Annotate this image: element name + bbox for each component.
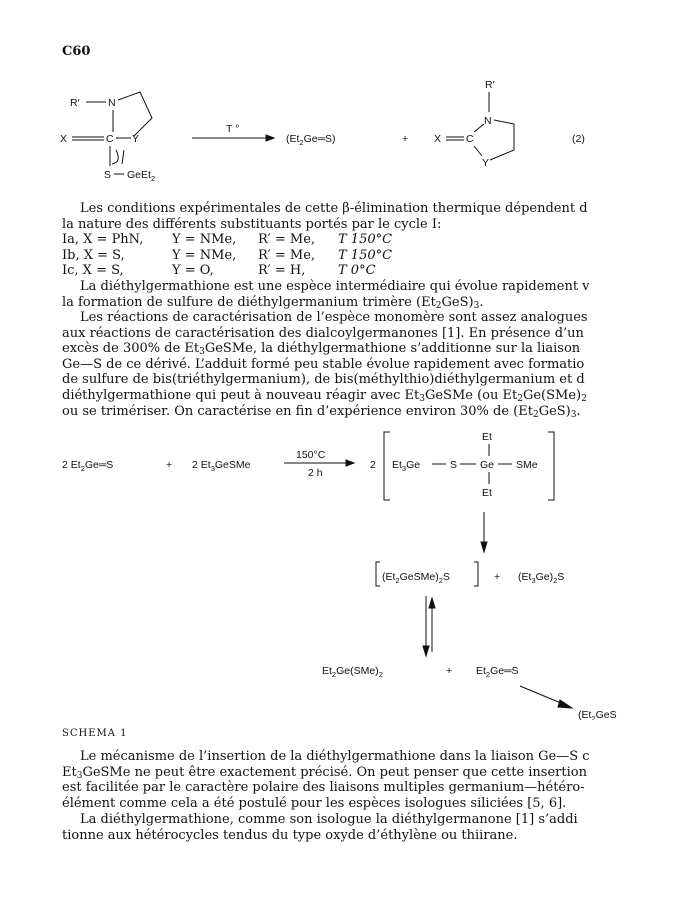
page-number: C60 — [62, 44, 91, 59]
condition-label: T ° — [226, 123, 240, 135]
y-atom-2: Y — [482, 157, 490, 169]
n-atom-2: N — [484, 115, 492, 127]
r-prime-label-2: R′ — [485, 79, 495, 91]
c-atom-2: C — [466, 133, 474, 145]
plus-sign: + — [494, 571, 501, 583]
x-atom: X — [60, 133, 68, 145]
schema-label: SCHEMA 1 — [62, 728, 128, 739]
bottom-product-a: $Et_2Ge(SMe)_2$ — [322, 665, 383, 679]
bottom-product-b: $Et_2Ge═S$ — [476, 665, 519, 679]
condition-time: 2 h — [308, 467, 323, 479]
product-germathione: $(Et_2Ge═S)$ — [286, 133, 336, 147]
paragraph-4: Le mécanisme de l’insertion de la diéthylgermathione dans la liaison Ge—S c $Et_3GeSMe$ ne peut être exactement précisé. On peut penser que cette insertion est facilitée par le caractère polaire des liaisons multiples germanium—hétéro- élément comme cela a été postulé pour les espèces isologues siliciées [5, 6]. — [62, 749, 590, 811]
adduct-et3ge: $Et_3Ge$ — [392, 459, 421, 473]
y-atom: Y — [132, 133, 140, 145]
condition-row: Ia, X = PhN, Y = NMe, R′ = Me, T 150°C — [62, 232, 393, 247]
adduct-coefficient: 2 — [370, 459, 376, 471]
geet2-group: GeEt$_2$ — [127, 169, 156, 183]
n-atom: N — [108, 97, 116, 109]
reactant-et3gesme: 2 $Et_3GeSMe$ — [192, 459, 251, 473]
paragraph-3: Les réactions de caractérisation de l’espèce monomère sont assez analogues aux réactions de caractérisation des dialcoylgermanones [1]. En présence d’un excès de 300% de $Et_3GeSMe$, la diéthylgermathione s’additionne sur la liaison Ge—S de ce dérivé. L’adduit formé peu stable évolue rapidement avec formatio de sulfure de bis(triéthylgermanium), de bis(méthylthio)diéthylgermanium et d diéthylgermathione qui peut à nouveau réagir avec $Et_3GeSMe$ (ou $Et_2Ge(SMe)_2$ ou se trimériser. On caractérise en fin d’expérience environ 30% de $(Et_2GeS)_3$. — [62, 310, 588, 420]
equilibrium-arrow-up — [429, 598, 435, 608]
bracket-left — [384, 432, 390, 500]
s-atom: S — [104, 169, 112, 181]
down-arrow — [481, 542, 487, 552]
schema-1-diagram — [0, 420, 676, 720]
mid-product-b: $(Et_3Ge)_2S$ — [518, 571, 565, 585]
adduct-sme: SMe — [516, 459, 538, 471]
c-atom: C — [106, 133, 114, 145]
final-product: ($Et_2GeS$ — [578, 709, 617, 720]
reaction-2-scheme — [0, 70, 676, 200]
x-atom-2: X — [434, 133, 442, 145]
bracket-right — [548, 432, 554, 500]
plus-sign: + — [166, 459, 173, 471]
adduct-ge: Ge — [480, 459, 495, 471]
condition-row: Ib, X = S, Y = NMe, R′ = Me, T 150°C — [62, 247, 393, 263]
et-bottom: Et — [482, 487, 492, 499]
et-top: Et — [482, 431, 492, 443]
reaction-arrow — [346, 460, 354, 466]
reaction-arrow — [266, 135, 274, 141]
conditions-list — [62, 232, 482, 279]
condition-row: Ic, X = S, Y = O, R′ = H, T 0°C — [62, 263, 376, 279]
reactant-germathione: 2 $Et_2Ge═S$ — [62, 459, 114, 473]
plus-sign: + — [402, 133, 409, 145]
ring-bonds — [118, 92, 152, 136]
plus-sign: + — [446, 665, 453, 677]
equilibrium-arrow-down — [423, 646, 429, 656]
diagonal-arrow — [558, 700, 572, 708]
condition-temp: 150°C — [296, 449, 326, 461]
mid-product-a: $(Et_2GeSMe)_2S$ — [382, 571, 450, 585]
adduct-s: S — [450, 459, 458, 471]
equation-number: (2) — [572, 133, 585, 145]
paragraph-2: La diéthylgermathione est une espèce intermédiaire qui évolue rapidement v la formation de sulfure de diéthylgermanium trimère $(Et_2GeS)_3$. — [62, 279, 590, 311]
paragraph-1: Les conditions expérimentales de cette β-élimination thermique dépendent d la nature des différents substituants portés par le cycle I: — [62, 201, 588, 232]
r-prime-label: R′ — [70, 97, 80, 109]
paragraph-5: La diéthylgermathione, comme son isologue la diéthylgermanone [1] s’addi tionne aux hétérocycles tendus du type oxyde d’éthylène ou thiirane. — [62, 812, 578, 843]
